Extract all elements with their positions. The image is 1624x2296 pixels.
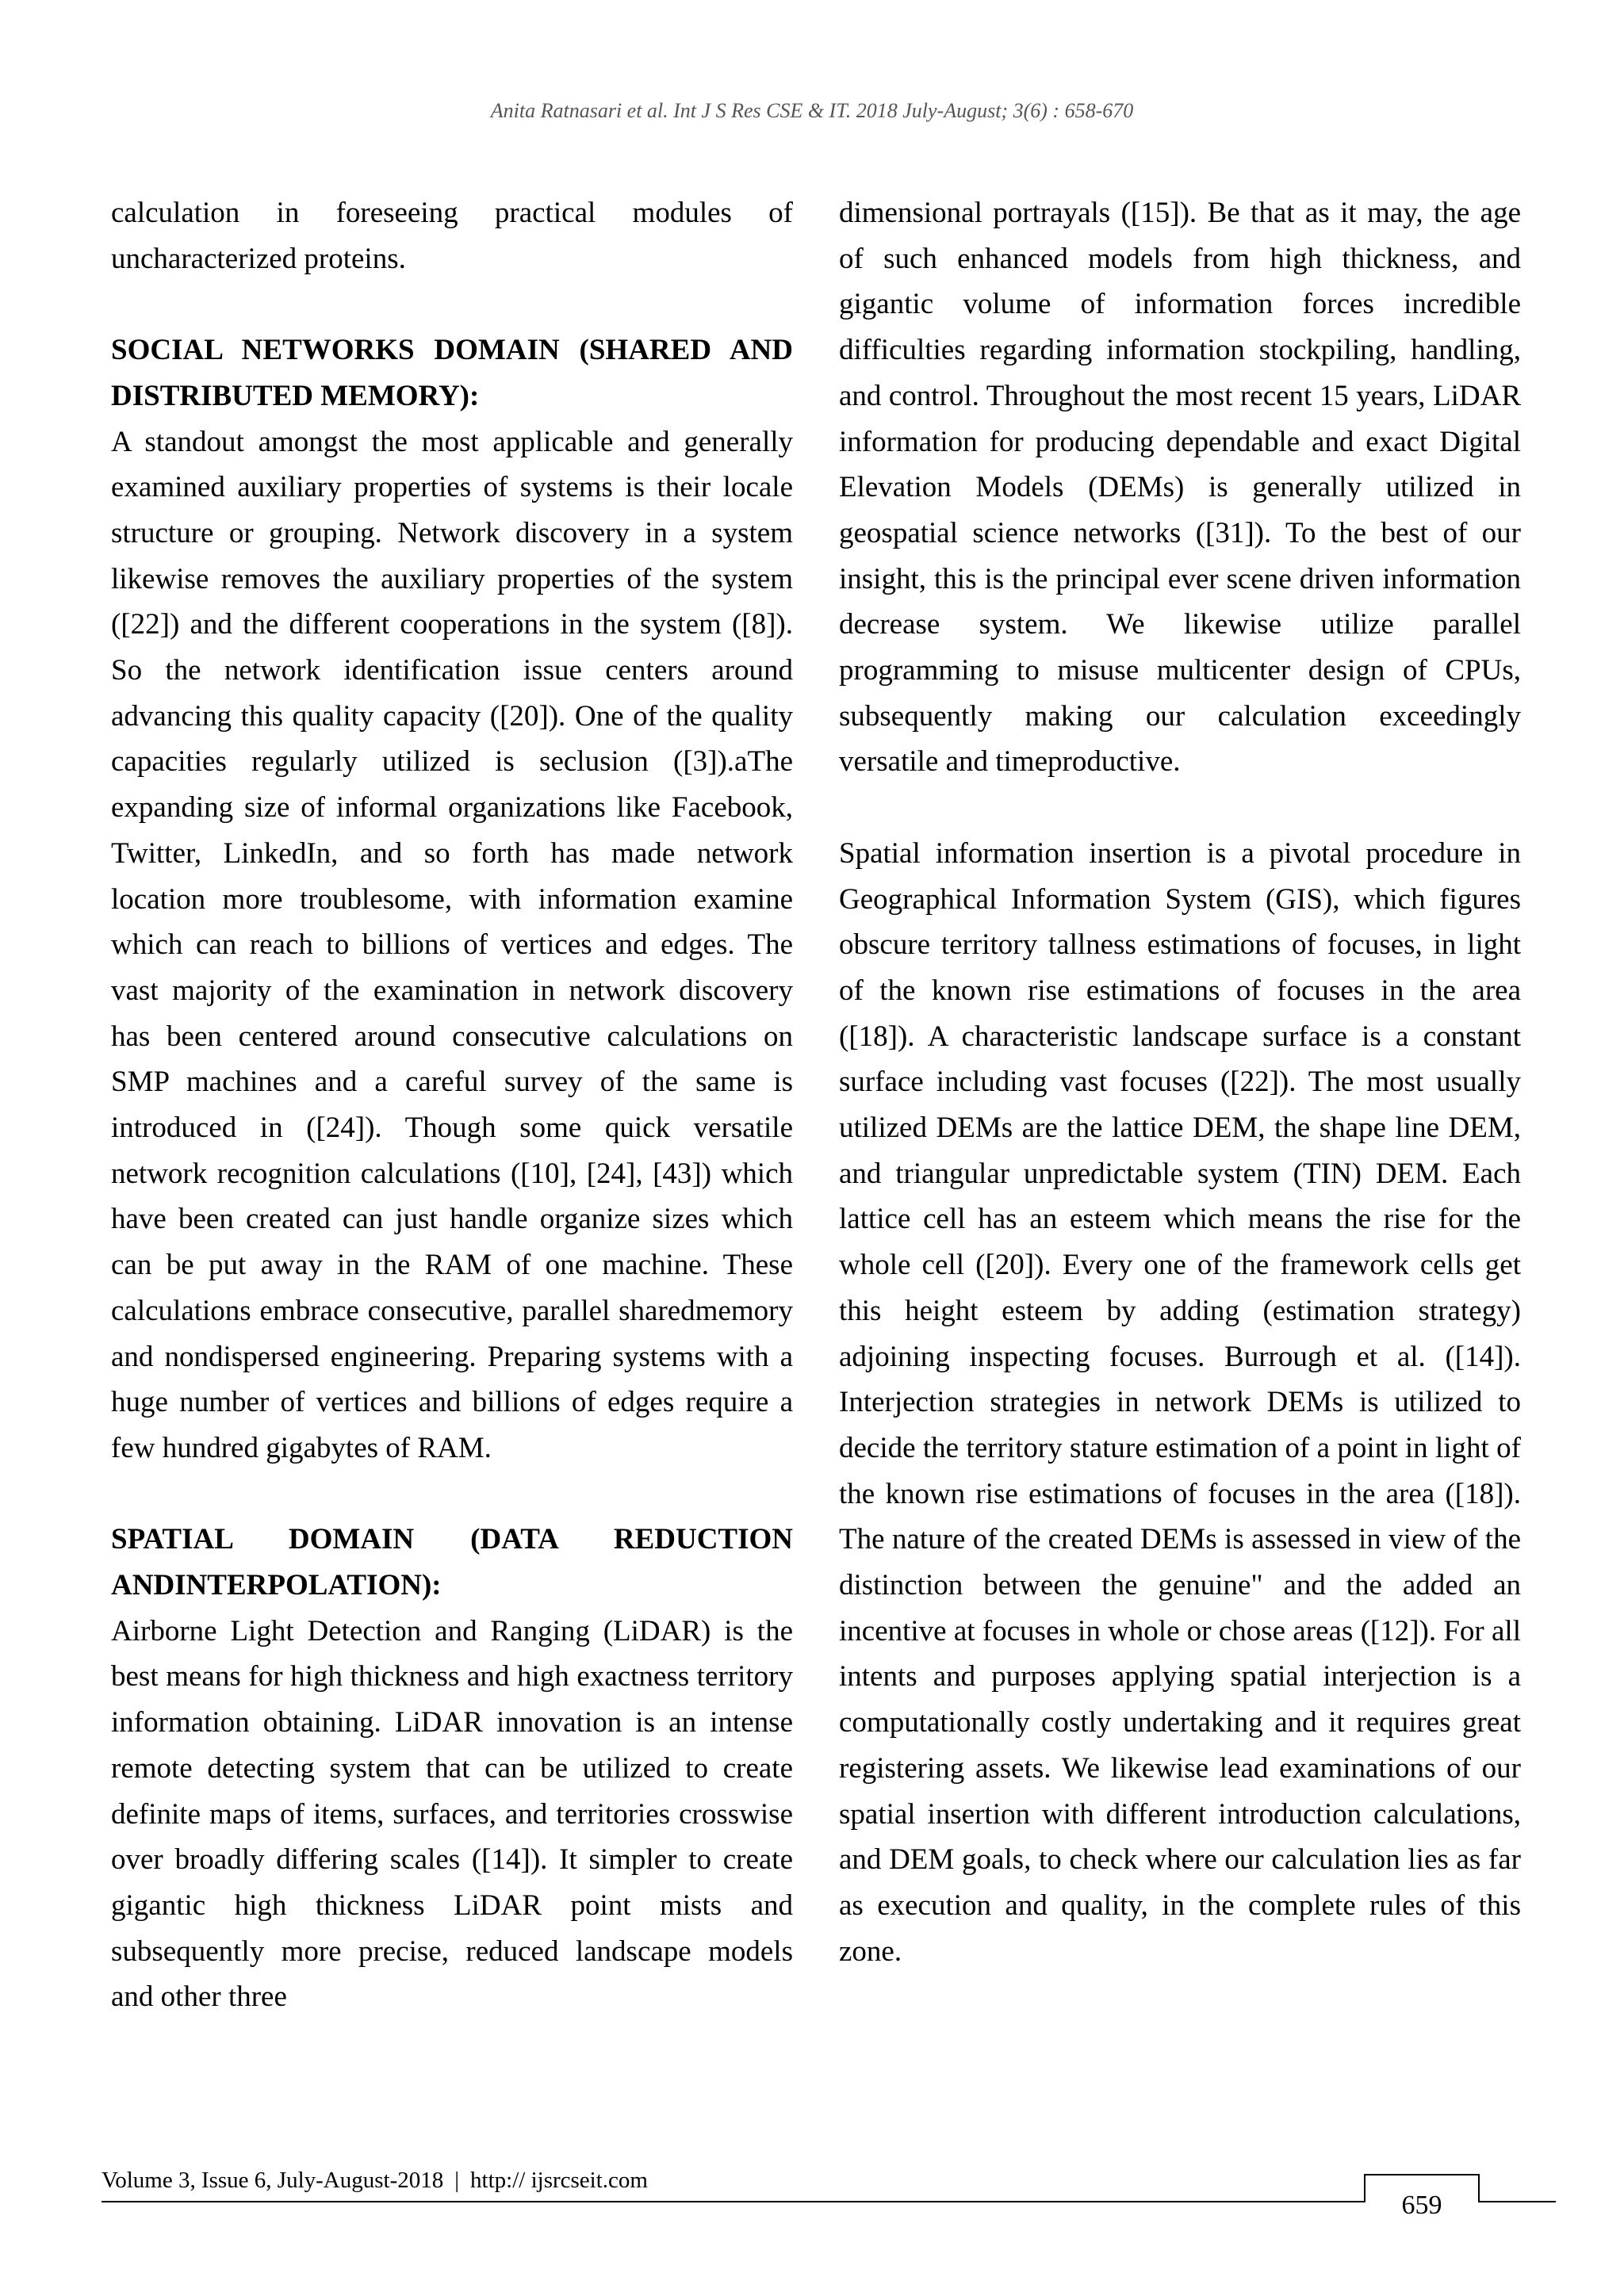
footer-separator: | <box>454 2168 460 2193</box>
page-number: 659 <box>1401 2191 1442 2220</box>
paragraph-social-networks: A standout amongst the most applicable and generally examined auxiliary properties of systems is their locale structure or grouping. Network discovery in a system likewise removes the auxiliary properties of the system ([22]) and the different cooperations in the system ([8]). So the network identification issue centers around advancing this quality capacity ([20]). One of the quality capacities regularly utilized is seclusion ([3]).aThe expanding size of informal organizations like Facebook, Twitter, LinkedIn, and so forth has made network location more troublesome, with information examine which can reach to billions of vertices and edges. The vast majority of the examination in network discovery has been centered around consecutive calculations on SMP machines and a careful survey of the same is introduced in ([24]). Though some quick versatile network recognition calculations ([10], [24], [43]) which have been created can just handle organize sizes which can be put away in the RAM of one machine. These calculations embrace consecutive, parallel sharedmemory and nondispersed engineering. Preparing systems with a huge number of vertices and billions of edges require a few hundred gigabytes of RAM. <box>111 425 793 1464</box>
paragraph-lidar-continued: dimensional portrayals ([15]). Be that as it may, the age of such enhanced models from high thickness, and gigantic volume of information forces incredible difficulties regarding information stockpiling, handling, and control. Throughout the most recent 15 years, LiDAR information for producing dependable and exact Digital Elevation Models (DEMs) is generally utilized in geospatial science networks ([31]). To the best of our insight, this is the principal ever scene driven information decrease system. We likewise utilize parallel programming to misuse multicenter design of CPUs, subsequently making our calculation exceedingly versatile and timeproductive. <box>839 197 1521 779</box>
section-heading-social-networks: SOCIAL NETWORKS DOMAIN (SHARED AND DISTRIBUTED MEMORY): <box>111 334 793 412</box>
paragraph-spatial-domain: Airborne Light Detection and Ranging (LiDAR) is the best means for high thickness and high exactness territory information obtaining. LiDAR innovation is an intense remote detecting system that can be utilized to create definite maps of items, surfaces, and territories crosswise over broadly differing scales ([14]). It simpler to create gigantic high thickness LiDAR point mists and subsequently more precise, reduced landscape models and other three <box>111 1614 793 2014</box>
footer-volume-info: Volume 3, Issue 6, July-August-2018 <box>102 2168 444 2193</box>
section-heading-spatial-domain: SPATIAL DOMAIN (DATA REDUCTION ANDINTERPOLATION): <box>111 1523 793 1602</box>
running-header: Anita Ratnasari et al. Int J S Res CSE & IT. 2018 July-August; 3(6) : 658-670 <box>490 99 1134 122</box>
footer-journal-url[interactable]: http:// ijsrcseit.com <box>470 2168 648 2193</box>
left-column <box>111 190 793 2020</box>
footer-rule <box>102 2201 1364 2202</box>
page-footer <box>102 2166 648 2195</box>
paragraph-spatial-interpolation: Spatial information insertion is a pivotal procedure in Geographical Information System (GIS), which figures obscure territory tallness estimations of focuses, in light of the known rise estimations of focuses in the area ([18]). A characteristic landscape surface is a constant surface including vast focuses ([22]). The most usually utilized DEMs are the lattice DEM, the shape line DEM, and triangular unpredictable system (TIN) DEM. Each lattice cell has an esteem which means the rise for the whole cell ([20]). Every one of the framework cells get this height esteem by adding (estimation strategy) adjoining inspecting focuses. Burrough et al. ([14]). Interjection strategies in network DEMs is utilized to decide the territory stature estimation of a point in light of the known rise estimations of focuses in the area ([18]). The nature of the created DEMs is assessed in view of the distinction between the genuine" and the added an incentive at focuses in whole or chose areas ([12]). For all intents and purposes applying spatial interjection is a computationally costly undertaking and it requires great registering assets. We likewise lead examinations of our spatial insertion with different introduction calculations, and DEM goals, to check where our calculation lies as far as execution and quality, in the complete rules of this zone. <box>839 836 1521 1968</box>
paragraph-intro-continued: calculation in foreseeing practical modules of uncharacterized proteins. <box>111 197 793 275</box>
right-column <box>839 190 1521 1974</box>
footer-rule-right <box>1480 2201 1556 2202</box>
